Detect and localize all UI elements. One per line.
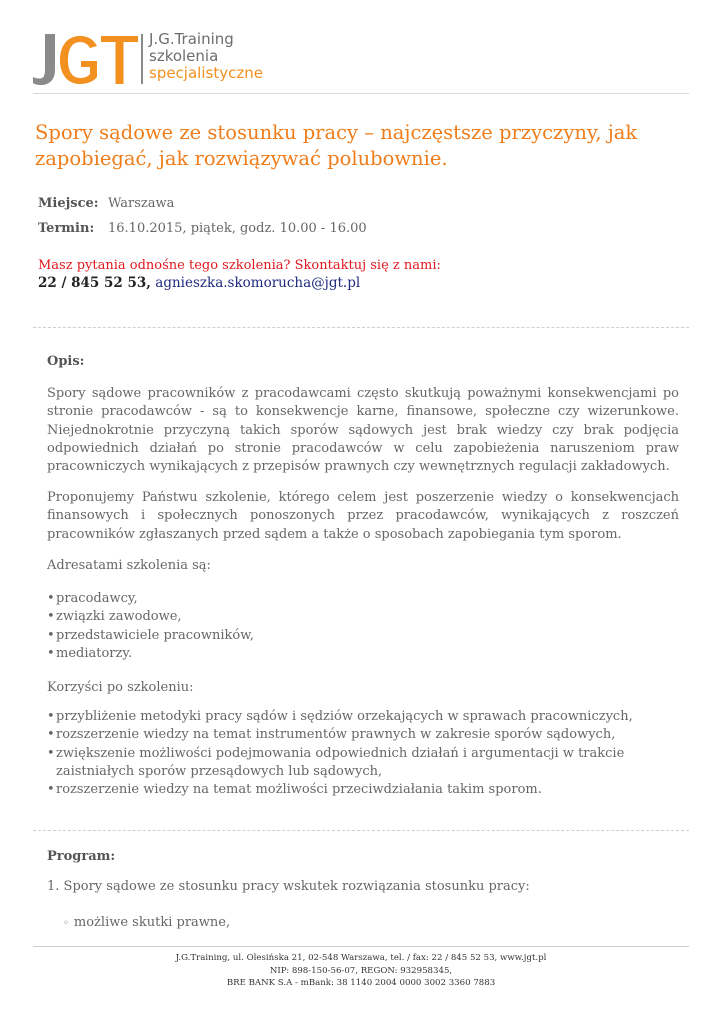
- benefits-label: Korzyści po szkoleniu:: [47, 680, 194, 695]
- list-item: • rozszerzenie wiedzy na temat instrumentów prawnych w zakresie sporów sądowych,: [47, 726, 687, 744]
- bullet-icon: •: [47, 782, 55, 798]
- footer-bank: BRE BANK S.A - mBank: 38 1140 2004 0000 3002 3360 7883: [226, 978, 496, 989]
- bullet-icon: •: [47, 591, 55, 606]
- logo-text: [149, 31, 263, 82]
- contact-line: [38, 275, 360, 291]
- contact-email-link[interactable]: agnieszka.skomorucha@jgt.pl: [155, 275, 361, 291]
- circle-bullet-icon: ◦: [63, 918, 69, 929]
- program-item-1: 1. Spory sądowe ze stosunku pracy wskutek rozwiązania stosunku pracy:: [47, 879, 530, 894]
- place-label: Miejsce:: [38, 196, 99, 211]
- footer: [33, 952, 689, 990]
- term-value: 16.10.2015, piątek, godz. 10.00 - 16.00: [108, 221, 367, 236]
- page-title: Spory sądowe ze stosunku pracy – najczęstsze przyczyny, jak zapobiegać, jak rozwiązywać polubownie.: [35, 121, 638, 170]
- list-item: • przedstawiciele pracowników,: [47, 627, 687, 645]
- list-item: • przybliżenie metodyki pracy sądów i sędziów orzekających w sprawach pracowniczych,: [47, 708, 687, 726]
- contact-question: Masz pytania odnośne tego szkolenia? Skontaktuj się z nami:: [38, 258, 441, 273]
- header: [33, 30, 689, 94]
- bullet-icon: •: [47, 627, 55, 643]
- section-divider: [33, 830, 689, 831]
- bullet-icon: •: [47, 727, 55, 743]
- list-item: • rozszerzenie wiedzy na temat możliwości przeciwdziałania takim sporom.: [47, 781, 687, 799]
- contact-phone: 22 / 845 52 53,: [38, 275, 151, 291]
- section-divider: [33, 327, 689, 328]
- list-item: • zwiększenie możliwości podejmowania odpowiednich działań i argumentacji w trakcie zaistniałych sporów przesądowych lub sądowych,: [47, 745, 625, 779]
- logo-line-1: J.G.Training: [149, 30, 234, 48]
- benefits-list: [47, 708, 687, 799]
- footer-divider: [33, 946, 689, 947]
- audience-list: [47, 590, 687, 663]
- header-divider: [33, 93, 689, 94]
- logo-line-3: specjalistyczne: [149, 64, 263, 82]
- footer-address: J.G.Training, ul. Olesińska 21, 02-548 Warszawa, tel. / fax: 22 / 845 52 53, www.jgt.pl: [175, 953, 547, 963]
- bullet-icon: •: [47, 609, 55, 625]
- logo-line-2: szkolenia: [149, 47, 219, 65]
- bullet-icon: •: [47, 709, 55, 724]
- program-heading: Program:: [47, 849, 116, 864]
- footer-registration: NIP: 898-150-56-07, REGON: 932958345,: [269, 965, 453, 976]
- audience-label: Adresatami szkolenia są:: [47, 558, 211, 573]
- opis-paragraph-2: Proponujemy Państwu szkolenie, którego celem jest poszerzenie wiedzy o konsekwencjach finansowych i społecznych ponoszonych przez pracodawców, wynikających z roszczeń pracowników zgłaszanych przed sądem a także o sposobach zapobiegania tym sporom.: [47, 490, 679, 542]
- jgt-logo-mark: [33, 32, 138, 86]
- list-item: • związki zawodowe,: [47, 608, 687, 626]
- opis-paragraph-1: Spory sądowe pracowników z pracodawcami często skutkują poważnymi konsekwencjami po stronie pracodawców - są to konsekwencje karne, finansowe, społeczne czy wizerunkowe. Niejednokrotnie przyczyną takich sporów sądowych jest brak wiedzy czy brak podjęcia odpowiednich działań po stronie pracodawców w celu zapobieżenia naruszeniom praw pracowniczych wynikających z przepisów prawnych czy wewnętrznych regulacji zakładowych.: [47, 386, 679, 475]
- opis-heading: Opis:: [47, 354, 85, 369]
- list-item: • mediatorzy.: [47, 645, 687, 663]
- term-label: Termin:: [38, 221, 95, 236]
- bullet-icon: •: [47, 745, 55, 761]
- place-value: Warszawa: [108, 196, 175, 211]
- bullet-icon: •: [47, 645, 55, 661]
- logo-separator: [141, 34, 143, 84]
- list-item: • pracodawcy,: [47, 590, 687, 608]
- program-subitem: ◦ możliwe skutki prawne,: [63, 915, 231, 930]
